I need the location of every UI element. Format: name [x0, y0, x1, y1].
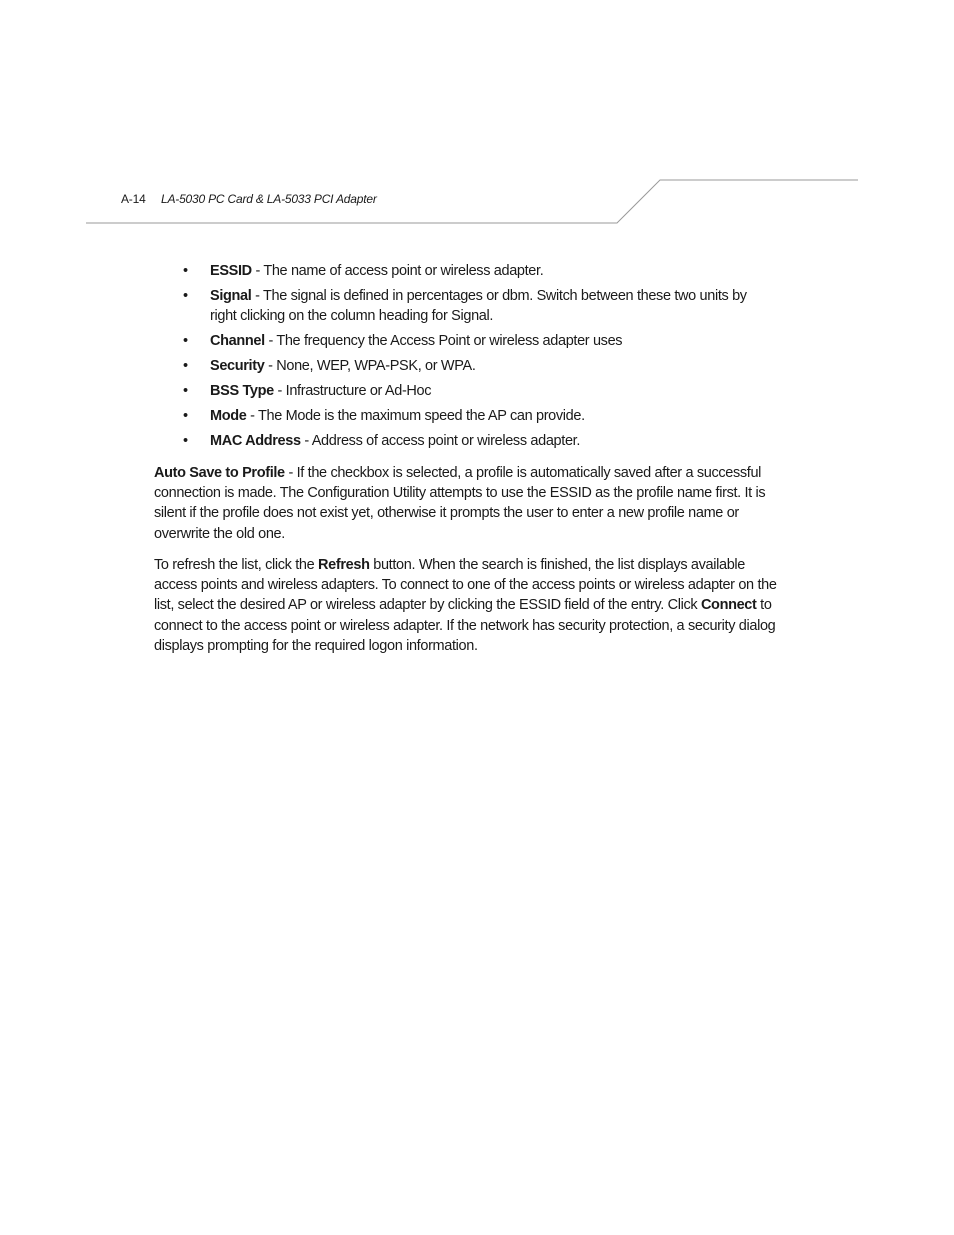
refresh-text-1: To refresh the list, click the — [154, 557, 319, 573]
definition: - The frequency the Access Point or wireless adapter uses — [264, 333, 623, 349]
refresh-text-3: to connect to the access point or wireless adapter. If the network has security protection, a security dialog displays prompting for the required logon information. — [154, 597, 776, 654]
term: MAC Address — [210, 433, 301, 449]
definition: - Infrastructure or Ad-Hoc — [273, 383, 432, 399]
connect-term: Connect — [700, 597, 757, 614]
bullet-icon: • — [183, 383, 188, 399]
document-title: LA-5030 PC Card & LA-5033 PCI Adapter — [161, 192, 377, 206]
definition: - None, WEP, WPA-PSK, or WPA. — [264, 358, 476, 374]
bullet-icon: • — [183, 433, 188, 449]
auto-save-description: - If the checkbox is selected, a profile is automatically saved after a successful connection is made. The Configuration Utility attempts to use the ESSID as the profile name first. It is silent if the profile does not exist yet, otherwise it prompts the user to enter a new profile name or overwrite the old one. — [154, 465, 766, 542]
term: BSS Type — [210, 383, 274, 399]
term: Mode — [210, 408, 247, 424]
list-item — [0, 356, 954, 376]
term: Signal — [210, 288, 252, 304]
column-definitions-list — [0, 261, 954, 456]
list-item — [0, 406, 954, 426]
refresh-term: Refresh — [318, 557, 370, 573]
term: Security — [210, 358, 265, 374]
list-item — [0, 286, 954, 326]
refresh-paragraph — [154, 555, 779, 656]
refresh-text-2: button. When the search is finished, the list displays available access points and wireless adapters. To connect to one of the access points or wireless adapter on the list, select the desired AP or wireless adapter by clicking the ESSID field of the entry. Click — [154, 557, 777, 614]
bullet-icon: • — [183, 333, 188, 349]
term: ESSID — [210, 263, 252, 279]
bullet-icon: • — [183, 408, 188, 424]
definition: - The signal is defined in percentages or dbm. Switch between these two units by right clicking on the column heading for Signal. — [210, 288, 747, 324]
list-item — [0, 381, 954, 401]
auto-save-term: Auto Save to Profile — [154, 465, 285, 481]
running-header — [121, 192, 377, 206]
list-item — [0, 331, 954, 351]
definition: - The name of access point or wireless adapter. — [251, 263, 544, 279]
auto-save-paragraph — [154, 463, 779, 544]
list-item — [0, 261, 954, 281]
definition: - The Mode is the maximum speed the AP can provide. — [246, 408, 585, 424]
bullet-icon: • — [183, 288, 188, 304]
list-item — [0, 431, 954, 451]
bullet-icon: • — [183, 358, 188, 374]
page-number: A-14 — [121, 192, 146, 206]
definition: - Address of access point or wireless adapter. — [300, 433, 581, 449]
term: Channel — [210, 333, 265, 349]
bullet-icon: • — [183, 263, 188, 279]
